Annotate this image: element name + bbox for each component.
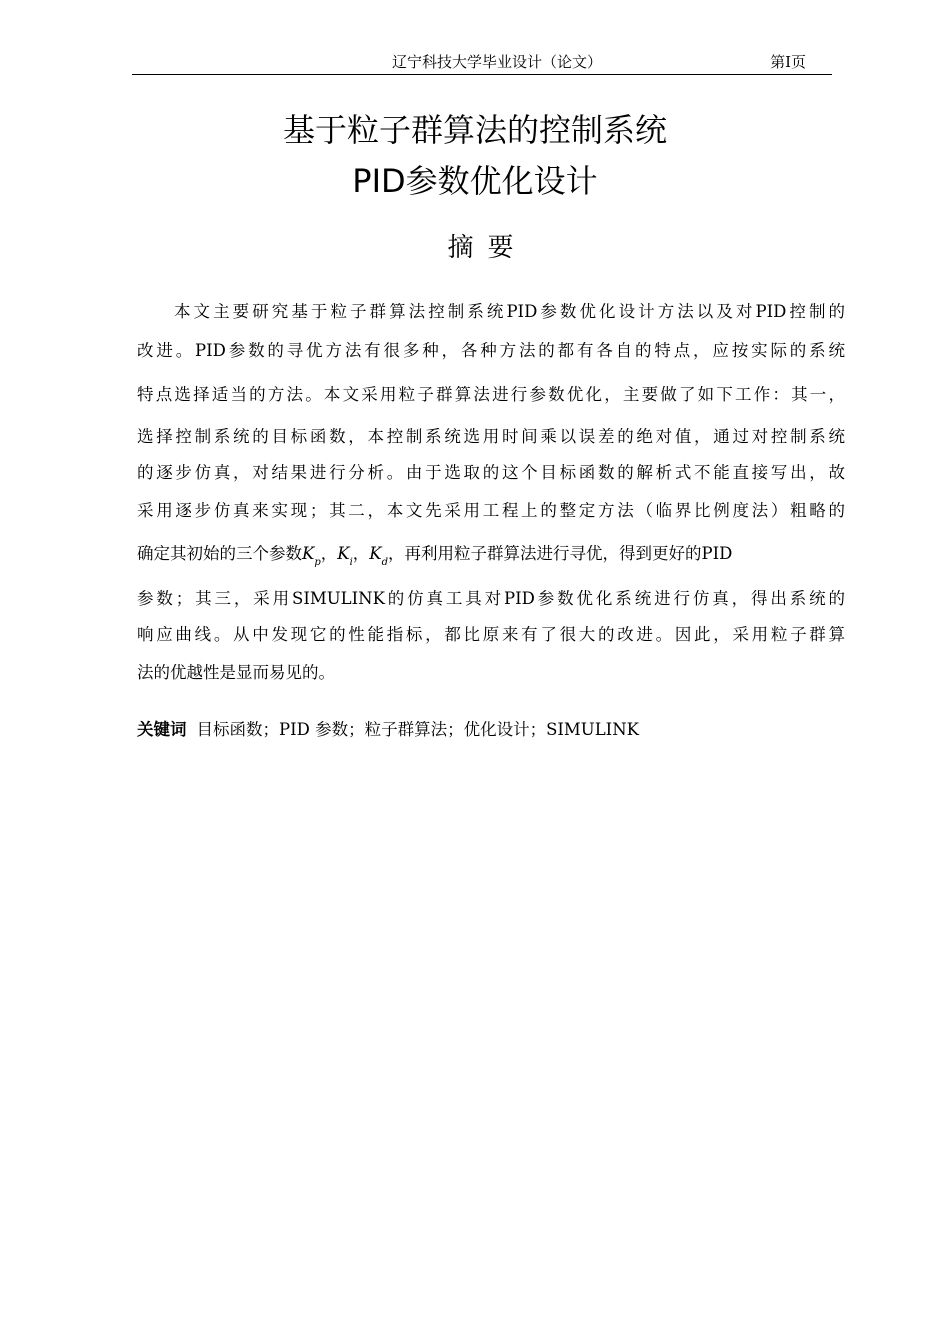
header-page-number: 第I页: [770, 53, 806, 71]
thesis-title-line-2: PID参数优化设计: [352, 162, 598, 200]
keywords: [137, 719, 639, 741]
comma: ，: [320, 544, 338, 563]
page-header: [132, 52, 832, 75]
thesis-title-line-1: 基于粒子群算法的控制系统: [282, 111, 667, 149]
keywords-text: 目标函数；PID 参数；粒子群算法；优化设计；SIMULINK: [196, 720, 639, 739]
param-kp: $K_p$: [302, 544, 321, 568]
abstract-line: 响应曲线。从中发现它的性能指标，都比原来有了很大的改进。因此，采用粒子群算: [137, 625, 845, 644]
keywords-label: 关键词: [137, 720, 187, 739]
abstract-line: 采用逐步仿真来实现；其二，本文先采用工程上的整定方法（临界比例度法）粗略的: [137, 501, 845, 520]
abstract-line: 选择控制系统的目标函数，本控制系统选用时间乘以误差的绝对值，通过对控制系统: [137, 427, 845, 446]
line-suffix: ，再利用粒子群算法进行寻优，得到更好的PID: [388, 544, 733, 563]
abstract-line: 法的优越性是显而易见的。: [137, 663, 335, 682]
comma: ，: [352, 544, 370, 563]
abstract-line: 特点选择适当的方法。本文采用粒子群算法进行参数优化，主要做了如下工作：其一，: [137, 385, 845, 404]
header-title: 辽宁科技大学毕业设计（论文）: [392, 53, 603, 71]
abstract-line: 改进。PID参数的寻优方法有很多种，各种方法的都有各自的特点，应按实际的系统: [137, 341, 845, 360]
line-prefix: 确定其初始的三个参数: [137, 544, 302, 563]
abstract-line: 本文主要研究基于粒子群算法控制系统PID参数优化设计方法以及对PID控制的: [174, 302, 845, 321]
abstract-line-with-params: [137, 543, 845, 568]
abstract-line: 参数；其三，采用SIMULINK的仿真工具对PID参数优化系统进行仿真，得出系统的: [137, 589, 845, 608]
abstract-line: 的逐步仿真，对结果进行分析。由于选取的这个目标函数的解析式不能直接写出，故: [137, 463, 845, 482]
abstract-heading: 摘要: [447, 233, 528, 263]
param-kd: $K_d$: [369, 544, 388, 568]
param-ki: $K_i$: [337, 544, 353, 568]
